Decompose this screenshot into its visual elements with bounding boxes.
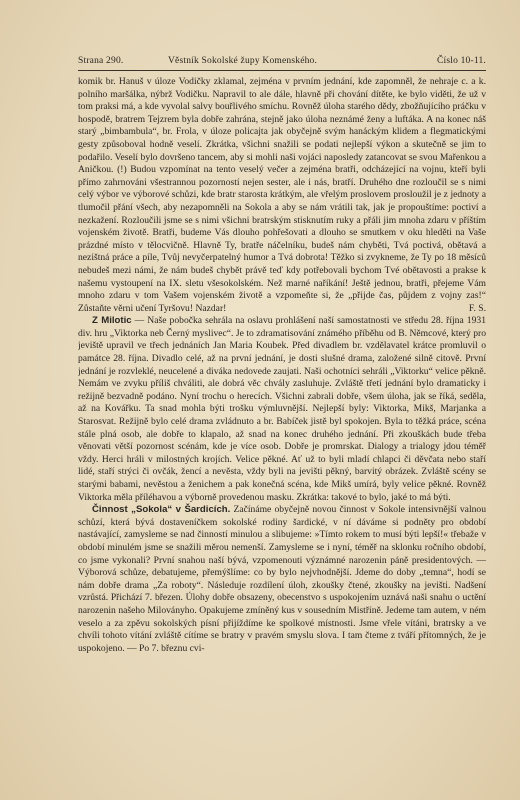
paragraph-sardice xyxy=(78,504,486,655)
paragraph-sardice-text: Začínáme obyčejně novou činnost v Sokole intensivnější valnou schůzí, která bývá dostaveníčkem sokolské rodiny šardické, v ní dáváme si podněty pro období nastávající, zamysleme se nad činností minulou a slibujeme: »Tímto rokem to musí býti lepší!« třebaže v období minulém jsme se snažili měrou nemenší. Zamysleme se i nyní, téměř na sklonku ročního období, co jsme vykonali? První snahou naší bývá, vzpomenouti význámné narozenin páně presidentových. — Výborová schůze, debatujeme, přemýšlíme: co by bylo nejvhodnější. Jdeme do doby „temna“, hodí se nám dobře drama „Za roboty“. Následuje rozdílení úloh, zkoušky čtené, zkoušky na jevišti. Nadšení vzrůstá. Přichází 7. březen. Úlohy dobře obsazeny, obecenstvo s uspokojením uznává naši snahu o uctění narozenin našeho Miloványho. Opakujeme zmíněný kus v sousedním Mistříně. Jedeme tam autem, v ném veselo a za zpěvu sokolských písní přijíždíme ke spolkové místnosti. Jsme vřele vítáni, bratrsky a ve chvíli tohoto vítání zvláště cítíme se bratry v pravém smyslu slova. I tam čteme z tváří přítomných, že je uspokojeno. — Po 7. březnu cvi- xyxy=(78,504,486,654)
article-body xyxy=(78,76,486,792)
header-divider xyxy=(78,70,486,71)
paragraph-milotice-text: — Naše pobočka sehrála na oslavu prohlášení naší samostatnosti ve středu 28. října 1931 div. hru „Viktorka neb Černý myslivec“. Je to zdramatisování známého příběhu od B. Němcové, který pro jeviště upravil ve třech jednáních Jan Maria Koubek. Před divadlem br. vzdělavatel krátce promluvil o památce 28. října. Divadlo celé, až na první jednání, je dosti slušné drama, založené silně citově. První jednání je rozvleklé, neucelené a diváka nedovede zaujati. Naši ochotníci sehráli „Viktorku“ velice pěkně. Nemám ve zvyku příliš chváliti, ale dobrá věc chvály zasluhuje. Zvláště třetí jednání bylo dramaticky i režijně bezvadně podáno. Nyní trochu o herecích. Všichni zabrali dobře, všem úloha, jak se říká, seděla, až na Kovářku. Ta snad mohla býti trošku výmluvnější. Nejlepší byly: Viktorka, Mikš, Marjanka a Starosvat. Režijně bylo celé drama zvládnuto a br. Babíček jistě byl spokojen. Byla to těžká práce, scéna stále plná osob, ale dobře to klapalo, až snad na konec druhého jednání. Při zkouškách bude třeba věnovati větší pozornost scénám, kde je více osob. Dobře je promrskat. Dialogy a trialogy jdou téměř vždy. Herci hráli v milostných krojích. Velice pěkné. Ať už to byli mladí chlapci či děvčata nebo staří lidé, staří strýci či ovčák, žencí a nevěsta, vždy byli na jevišti pěkný, barvitý obrázek. Zvláště scény se starými babami, nevěstou a ženichem a pak konečná scéna, kde Mikš umírá, byly velice pěkné. Rovněž Viktorka měla příléhavou a výborně provedenou masku. Zkrátka: takové to bylo, jaké to má býti. xyxy=(78,315,486,503)
page-number: Strana 290. xyxy=(78,56,124,66)
paragraph-1 xyxy=(78,76,486,315)
author-signature: F. S. xyxy=(468,302,486,314)
journal-title: Věstník Sokolské župy Komenského. xyxy=(168,56,318,66)
section-heading-sardice: Činnost „Sokola“ v Šardicích. xyxy=(92,504,231,516)
section-heading-milotice: Z Milotic xyxy=(92,315,132,327)
paragraph-milotice xyxy=(78,315,486,504)
page-header xyxy=(78,56,486,70)
issue-number: Číslo 10-11. xyxy=(436,56,486,66)
paragraph-1-text: komik br. Hanuš v úloze Vodičky zklamal, zejména v prvním jednání, kde zapomněl, že nehraje c. a k. polního maršálka, nýbrž Vodičku. Napravil to ale dále, hlavně při chování dítěte, ke bylo viděti, že už v tom praksi má, a kde vyvolal salvy bouřlivého smíchu. Rovněž úloha starého dědy, zbožňujícího práčku v hospodě, bratrem Tejzrem byla dobře zahrána, stejně jako úloha neznámé ženy a luftáka. A na konec náš starý „bimbambula“, br. Frola, v úloze policajta jak obyčejně svým hanáckým klidem a flegmatickými gesty způsoboval hodně veselí. Zkrátka, všichni snažili se podati nejlepší výkon a skutečně se jim to podařilo. Veselí bylo dovršeno tancem, aby si mohli naši vojáci naposledy zatancovat se svou Mařenkou a Aničkou. (!) Budou vzpomínat na tento veselý večer a zejména bratři, odcházející na vojnu, kteří byli přímo zahrnováni všestrannou pozorností nejen sester, ale i nás, bratří. Druhého dne rozloučil se s nimi celý výbor ve výborové schůzi, kde bratr starosta krátkým, ale vřelým proslovem prosloužil je z jednoty a tlumočil přání všech, aby nezapomněli na Sokola a aby se nám vrátili tak, jak je propouštíme: poctiví a nezkažení. Rozloučili jsme se s nimi všichni bratrským stisknutím ruky a přáli jim mnoha zdaru v příštím vojenském životě. Bratři, budeme Vás dlouho pohřešovati a dlouho se smutkem v oku hleděti na Vaše prázdné místo v tělocvičně. Hlavně Ty, bratře náčelníku, budeš nám chyběti, Tvá poctivá, obětavá a nezištná práce a píle, Tvůj nevyčerpatelný humor a Tvá dobrota! Těžko si zvykneme, že Ty po 18 měsíců nebudeš mezi námi, že nám budeš chybět právě teď kdy potřebovali bychom Tvé obětavosti a prakse k našemu vystoupení na IX. sletu všesokolském. Než marné naříkání! Ještě jednou, bratři, přejeme Vám mnoho zdaru v tom Vašem vojenském životě a vzpomeňte si, že „přijde čas, půjdem z vojny zas!“ Zůstaňte věrni učení Tyršovu! Nazdar! xyxy=(78,76,486,314)
